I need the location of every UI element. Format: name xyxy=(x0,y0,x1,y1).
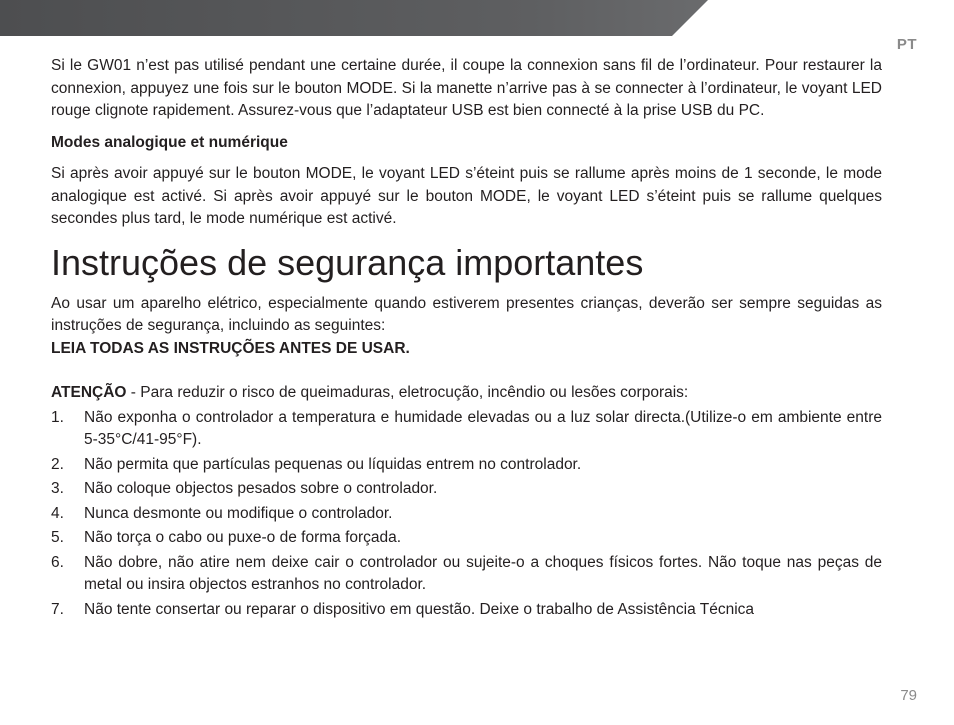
list-item-number: 3. xyxy=(51,480,64,497)
warning-text: - Para reduzir o risco de queimaduras, eletrocução, incêndio ou lesões corporais: xyxy=(126,384,689,401)
header-band xyxy=(0,0,954,36)
list-item xyxy=(51,478,882,501)
list-item-number: 4. xyxy=(51,504,64,522)
list-item-text: Nunca desmonte ou modifique o controlador. xyxy=(84,504,393,522)
list-item-text: Não permita que partículas pequenas ou líquidas entrem no controlador. xyxy=(84,455,582,473)
list-item-text: Não tente consertar ou reparar o dispositivo em questão. Deixe o trabalho de Assistência Técnica xyxy=(84,600,755,618)
read-all-notice: LEIA TODAS AS INSTRUÇÕES ANTES DE USAR. xyxy=(51,339,410,357)
list-item xyxy=(51,503,882,526)
list-item-number: 5. xyxy=(51,529,64,546)
page-number: 79 xyxy=(900,687,917,704)
warning-line xyxy=(51,382,882,405)
list-item-number: 1. xyxy=(51,408,64,426)
safety-intro: Ao usar um aparelho elétrico, especialmente quando estiverem presentes crianças, deverão ser sempre seguidas as instruções de segurança, incluindo as seguintes: xyxy=(51,294,882,334)
warning-label: ATENÇÃO xyxy=(51,384,127,401)
list-item-text: Não exponha o controlador a temperatura e humidade elevadas ou a luz solar directa.(Utilize-o em ambiente entre 5-35°C/41-95°F). xyxy=(84,408,882,448)
list-item-text: Não coloque objectos pesados sobre o controlador. xyxy=(84,480,438,497)
list-item xyxy=(51,552,882,597)
language-tag: PT xyxy=(896,36,917,53)
list-item xyxy=(51,407,882,452)
list-item-number: 7. xyxy=(51,600,64,618)
safety-title: Instruções de segurança importantes xyxy=(51,241,644,283)
intro-paragraph: Si le GW01 n’est pas utilisé pendant une certaine durée, il coupe la connexion sans fil de l’ordinateur. Pour restaurer la connexion, appuyez une fois sur le bouton MODE. Si la manette n’arrive pas à se connecter à l’ordinateur, le voyant LED rouge clignote rapidement. Assurez-vous que l’adaptateur USB est bien connecté à la prise USB du PC. xyxy=(51,57,882,119)
list-item-number: 6. xyxy=(51,553,64,571)
page-content xyxy=(51,55,882,623)
list-item xyxy=(51,527,882,550)
list-item-number: 2. xyxy=(51,455,64,473)
modes-paragraph: Si après avoir appuyé sur le bouton MODE, le voyant LED s’éteint puis se rallume après moins de 1 seconde, le mode analogique est activé. Si après avoir appuyé sur le bouton MODE, le voyant LED s’éteint puis se rallume quelques secondes plus tard, le mode numérique est activé. xyxy=(51,165,882,227)
list-item-text: Não torça o cabo ou puxe-o de forma forçada. xyxy=(84,529,402,546)
list-item xyxy=(51,599,882,622)
spacer xyxy=(51,360,882,382)
safety-list xyxy=(51,407,882,622)
list-item xyxy=(51,454,882,477)
modes-heading: Modes analogique et numérique xyxy=(51,133,288,151)
header-band-shape xyxy=(0,0,708,36)
list-item-text: Não dobre, não atire nem deixe cair o controlador ou sujeite-o a choques físicos fortes. Não toque nas peças de metal ou insira objectos estranhos no controlador. xyxy=(84,553,882,593)
